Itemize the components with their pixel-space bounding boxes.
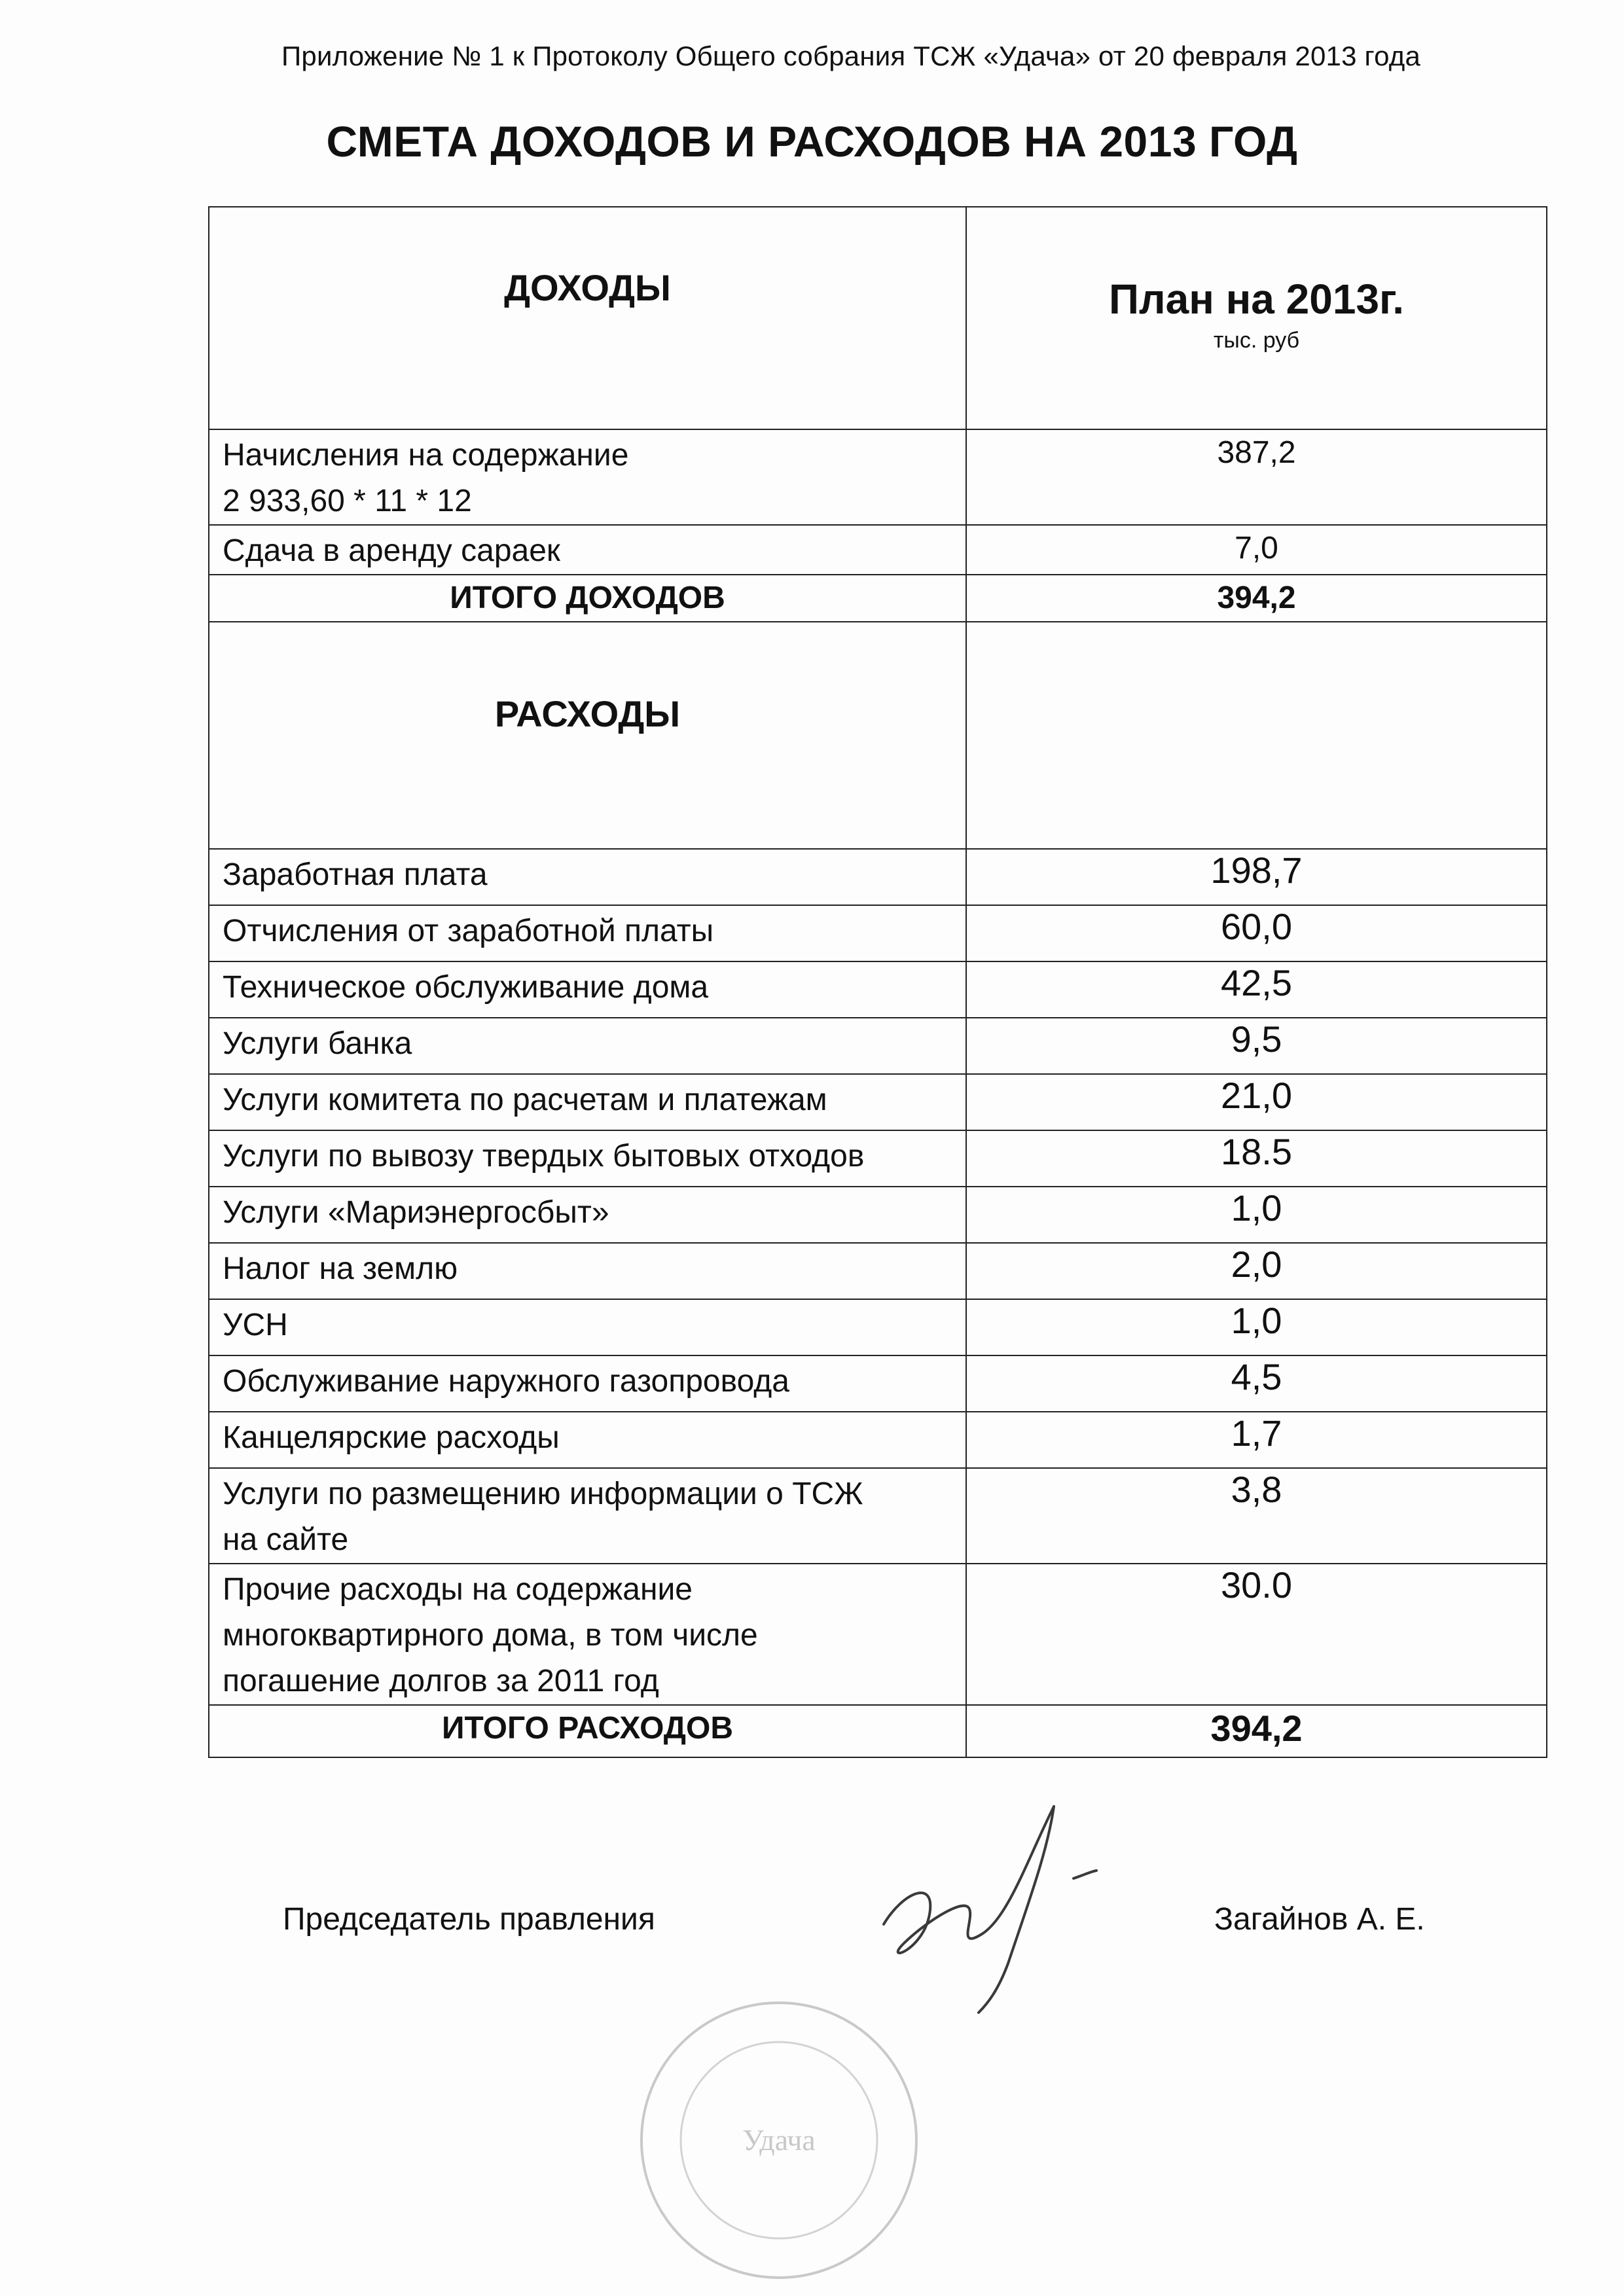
row-label: Налог на землю xyxy=(209,1243,966,1299)
expense-total-value: 394,2 xyxy=(966,1705,1547,1757)
row-value: 1,0 xyxy=(966,1187,1547,1243)
table-row xyxy=(209,849,1547,905)
table-row xyxy=(209,1564,1547,1705)
page-title: СМЕТА ДОХОДОВ И РАСХОДОВ НА 2013 ГОД xyxy=(326,117,1298,166)
row-value: 9,5 xyxy=(966,1018,1547,1074)
row-value: 30.0 xyxy=(966,1564,1547,1705)
header-note: Приложение № 1 к Протоколу Общего собрания ТСЖ «Удача» от 20 февраля 2013 года xyxy=(281,41,1421,71)
table-row xyxy=(209,1468,1547,1564)
row-label: Отчисления от заработной платы xyxy=(209,905,966,961)
table-row xyxy=(209,1130,1547,1187)
income-header-row xyxy=(209,207,1547,429)
table-row xyxy=(209,1355,1547,1412)
row-value: 18.5 xyxy=(966,1130,1547,1187)
row-label-line: погашение долгов за 2011 год xyxy=(223,1664,659,1698)
expense-header: РАСХОДЫ xyxy=(209,622,966,849)
row-label-line: Прочие расходы на содержание xyxy=(223,1572,693,1607)
row-label-line: на сайте xyxy=(223,1522,349,1557)
row-value: 4,5 xyxy=(966,1355,1547,1412)
table-row xyxy=(209,1299,1547,1355)
plan-header-cell xyxy=(966,207,1547,429)
plan-header: План на 2013г. xyxy=(1108,276,1405,323)
row-label: Услуги по вывозу твердых бытовых отходов xyxy=(209,1130,966,1187)
table-row xyxy=(209,1187,1547,1243)
budget-table xyxy=(208,206,1547,1758)
row-value: 42,5 xyxy=(966,961,1547,1018)
row-value: 387,2 xyxy=(966,429,1547,525)
table-row xyxy=(209,961,1547,1018)
signature-name: Загайнов А. Е. xyxy=(1214,1902,1425,1937)
row-label: УСН xyxy=(209,1299,966,1355)
row-value: 60,0 xyxy=(966,905,1547,961)
handwritten-signature xyxy=(857,1793,1132,2016)
row-value: 3,8 xyxy=(966,1468,1547,1564)
row-value: 7,0 xyxy=(966,525,1547,575)
row-label: Техническое обслуживание дома xyxy=(209,961,966,1018)
table-row xyxy=(209,1074,1547,1130)
row-label xyxy=(209,1468,966,1564)
income-total-label: ИТОГО ДОХОДОВ xyxy=(209,575,966,622)
row-label: Услуги комитета по расчетам и платежам xyxy=(209,1074,966,1130)
income-total-row xyxy=(209,575,1547,622)
row-value: 21,0 xyxy=(966,1074,1547,1130)
row-label: Заработная плата xyxy=(209,849,966,905)
row-label: Услуги «Мариэнергосбыт» xyxy=(209,1187,966,1243)
row-label: Обслуживание наружного газопровода xyxy=(209,1355,966,1412)
table-row xyxy=(209,905,1547,961)
income-total-value: 394,2 xyxy=(966,575,1547,622)
row-label: Канцелярские расходы xyxy=(209,1412,966,1468)
table-row xyxy=(209,1412,1547,1468)
expense-total-row xyxy=(209,1705,1547,1757)
row-label-line: Услуги по размещению информации о ТСЖ xyxy=(223,1477,863,1511)
signature-role: Председатель правления xyxy=(283,1902,655,1937)
row-label-line: Начисления на содержание xyxy=(223,438,629,473)
row-value: 198,7 xyxy=(966,849,1547,905)
row-label-line: 2 933,60 * 11 * 12 xyxy=(223,484,472,518)
row-value: 1,7 xyxy=(966,1412,1547,1468)
row-label: Услуги банка xyxy=(209,1018,966,1074)
table-row xyxy=(209,1243,1547,1299)
stamp-text: Удача xyxy=(742,2123,816,2157)
expense-header-empty xyxy=(966,622,1547,849)
table-row xyxy=(209,525,1547,575)
row-value: 2,0 xyxy=(966,1243,1547,1299)
plan-unit: тыс. руб xyxy=(1213,328,1300,353)
row-label-line: многоквартирного дома, в том числе xyxy=(223,1618,758,1653)
row-label: Сдача в аренду сараек xyxy=(209,525,966,575)
row-label xyxy=(209,429,966,525)
expense-total-label: ИТОГО РАСХОДОВ xyxy=(209,1705,966,1757)
stamp-seal xyxy=(628,1990,929,2291)
expense-header-row xyxy=(209,622,1547,849)
income-header: ДОХОДЫ xyxy=(209,207,966,429)
table-row xyxy=(209,429,1547,525)
table-row xyxy=(209,1018,1547,1074)
row-value: 1,0 xyxy=(966,1299,1547,1355)
row-label xyxy=(209,1564,966,1705)
